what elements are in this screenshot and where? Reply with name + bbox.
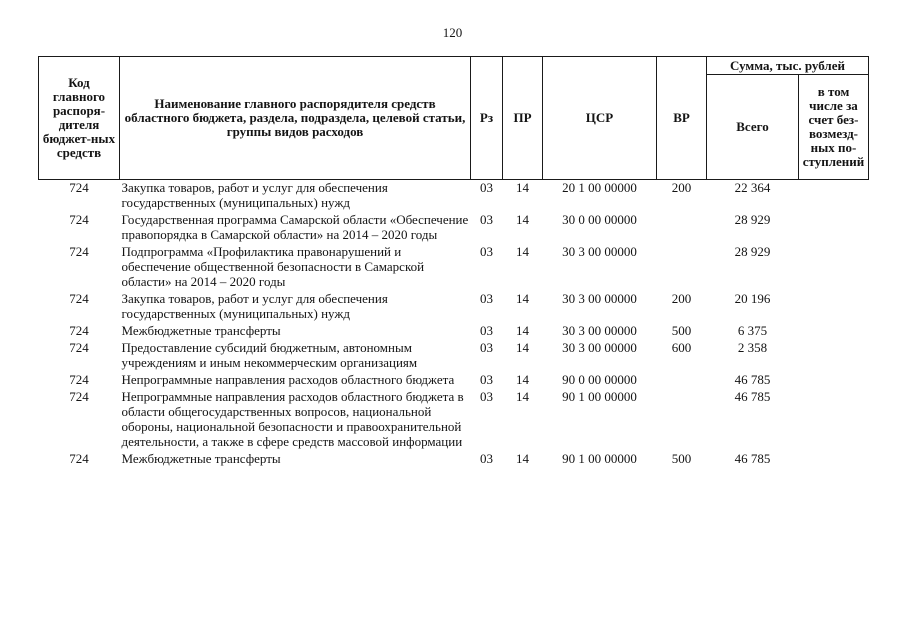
cell-pr: 14 — [516, 291, 529, 306]
table-row — [39, 244, 869, 291]
table-row — [39, 323, 869, 340]
table-row — [39, 340, 869, 372]
cell-free — [799, 244, 869, 291]
cell-rz: 03 — [480, 212, 493, 227]
cell-code: 724 — [69, 180, 89, 195]
cell-total: 6 375 — [737, 323, 768, 338]
cell-free — [799, 180, 869, 213]
cell-vr: 200 — [671, 291, 692, 306]
cell-code: 724 — [69, 340, 89, 355]
page-number: 120 — [442, 25, 463, 40]
cell-pr: 14 — [516, 244, 529, 259]
cell-code: 724 — [69, 291, 89, 306]
cell-name: Закупка товаров, работ и услуг для обеспечения государственных (муниципальных) нужд — [121, 180, 388, 210]
cell-total: 46 785 — [734, 389, 771, 404]
cell-code: 724 — [69, 323, 89, 338]
table-row — [39, 451, 869, 468]
header-csr: ЦСР — [543, 57, 657, 180]
cell-name: Предоставление субсидий бюджетным, автономным учреждениям и иным некоммерческим организациям — [121, 340, 418, 370]
header-free: в том числе за счет без-возмезд-ных по-ступлений — [799, 75, 869, 180]
cell-code: 724 — [69, 389, 89, 404]
cell-free — [799, 323, 869, 340]
cell-free — [799, 340, 869, 372]
cell-csr: 20 1 00 00000 — [562, 180, 637, 195]
cell-free — [799, 389, 869, 451]
cell-name: Непрограммные направления расходов областного бюджета в области общегосударственных вопросов, национальной обороны, национальной безопасности и правоохранительной деятельности, а также в сфере средств массовой информации — [121, 389, 464, 449]
cell-csr: 90 0 00 00000 — [562, 372, 637, 387]
cell-free — [799, 291, 869, 323]
cell-csr: 90 1 00 00000 — [562, 451, 637, 466]
table-row — [39, 389, 869, 451]
cell-pr: 14 — [516, 372, 529, 387]
cell-total: 28 929 — [734, 212, 771, 227]
cell-rz: 03 — [480, 451, 493, 466]
cell-csr: 30 3 00 00000 — [562, 291, 637, 306]
cell-csr: 30 3 00 00000 — [562, 340, 637, 355]
header-code: Код главного распоря-дителя бюджет-ных средств — [39, 57, 120, 180]
cell-vr: 500 — [671, 323, 692, 338]
cell-rz: 03 — [480, 323, 493, 338]
cell-total: 28 929 — [734, 244, 771, 259]
header-total: Всего — [707, 75, 799, 180]
cell-rz: 03 — [480, 340, 493, 355]
table-row — [39, 212, 869, 244]
cell-vr: 500 — [671, 451, 692, 466]
table-row — [39, 291, 869, 323]
table-header — [39, 57, 869, 180]
cell-pr: 14 — [516, 340, 529, 355]
cell-name: Закупка товаров, работ и услуг для обеспечения государственных (муниципальных) нужд — [121, 291, 388, 321]
cell-csr: 30 3 00 00000 — [562, 323, 637, 338]
cell-rz: 03 — [480, 244, 493, 259]
cell-name: Государственная программа Самарской области «Обеспечение правопорядка в Самарской области» на 2014 – 2020 годы — [121, 212, 469, 242]
cell-free — [799, 212, 869, 244]
cell-vr: 600 — [671, 340, 692, 355]
header-name: Наименование главного распорядителя средств областного бюджета, раздела, подраздела, целевой статьи, группы видов расходов — [120, 57, 471, 180]
cell-pr: 14 — [516, 389, 529, 404]
cell-vr — [657, 212, 707, 244]
cell-csr: 30 3 00 00000 — [562, 244, 637, 259]
table-row — [39, 180, 869, 213]
cell-vr: 200 — [671, 180, 692, 195]
cell-rz: 03 — [480, 291, 493, 306]
cell-total: 2 358 — [737, 340, 768, 355]
cell-pr: 14 — [516, 451, 529, 466]
cell-free — [799, 451, 869, 468]
cell-vr — [657, 372, 707, 389]
cell-name: Межбюджетные трансферты — [121, 323, 281, 338]
table-row — [39, 372, 869, 389]
cell-rz: 03 — [480, 372, 493, 387]
cell-rz: 03 — [480, 389, 493, 404]
header-pr: ПР — [503, 57, 543, 180]
cell-total: 22 364 — [734, 180, 771, 195]
cell-name: Межбюджетные трансферты — [121, 451, 281, 466]
header-vr: ВР — [657, 57, 707, 180]
cell-vr — [657, 389, 707, 451]
header-rz: Рз — [471, 57, 503, 180]
cell-code: 724 — [69, 244, 89, 259]
cell-total: 46 785 — [734, 372, 771, 387]
cell-pr: 14 — [516, 323, 529, 338]
table-body — [39, 180, 869, 469]
cell-total: 46 785 — [734, 451, 771, 466]
budget-table — [38, 56, 869, 468]
cell-code: 724 — [69, 212, 89, 227]
cell-pr: 14 — [516, 212, 529, 227]
cell-name: Подпрограмма «Профилактика правонарушений и обеспечение общественной безопасности в Самарской области» на 2014 – 2020 годы — [121, 244, 425, 289]
cell-rz: 03 — [480, 180, 493, 195]
cell-name: Непрограммные направления расходов областного бюджета — [121, 372, 455, 387]
cell-code: 724 — [69, 451, 89, 466]
cell-total: 20 196 — [734, 291, 771, 306]
cell-vr — [657, 244, 707, 291]
cell-csr: 30 0 00 00000 — [562, 212, 637, 227]
cell-free — [799, 372, 869, 389]
cell-code: 724 — [69, 372, 89, 387]
cell-pr: 14 — [516, 180, 529, 195]
cell-csr: 90 1 00 00000 — [562, 389, 637, 404]
header-sum: Сумма, тыс. рублей — [707, 57, 869, 75]
